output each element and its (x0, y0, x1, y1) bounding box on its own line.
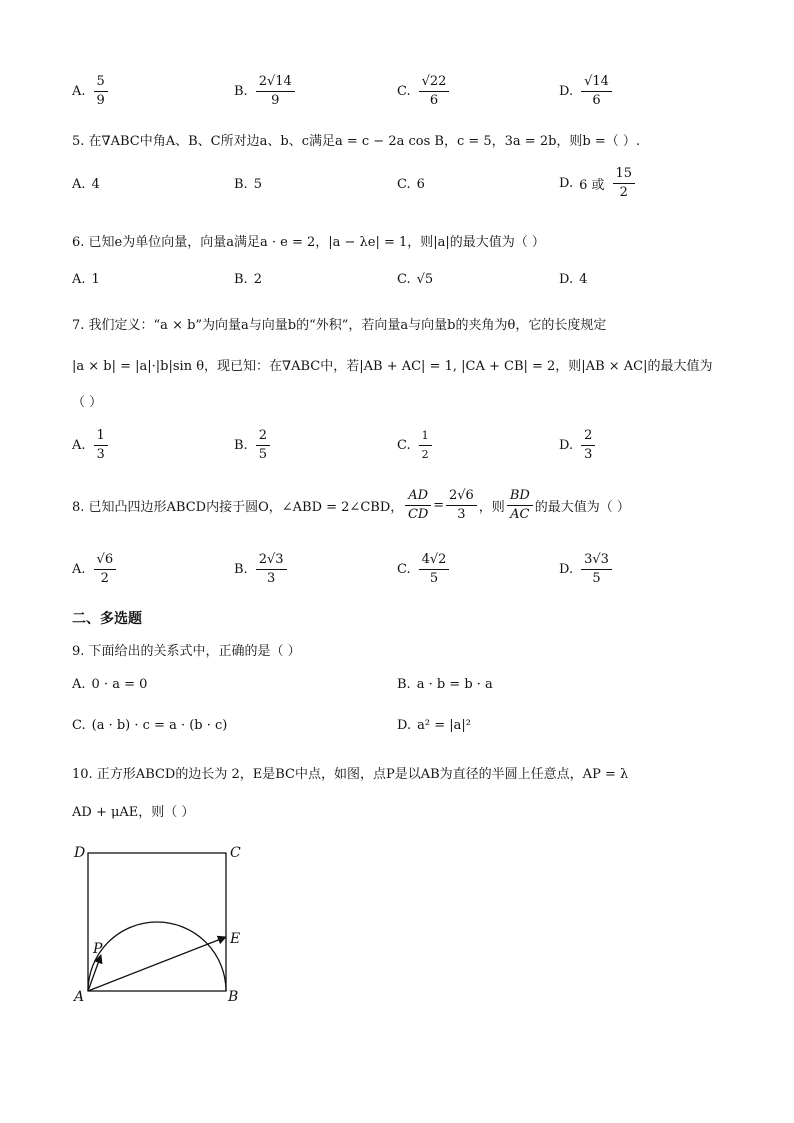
q6-option-b[interactable]: B. 2 (234, 272, 262, 287)
q7-line3: （ ） (72, 395, 103, 410)
q7-option-a[interactable]: A. $\frac{1}{3}$ (72, 428, 110, 463)
q6-option-a[interactable]: A. 1 (72, 272, 100, 287)
q5-option-a[interactable]: A. 4 (72, 177, 100, 192)
q7-option-d[interactable]: D. $\frac{2}{3}$ (559, 428, 597, 463)
label-p: P (93, 941, 103, 957)
q10-line1: 10. 正方形ABCD的边长为 2，E是BC中点，如图，点P是以AB为直径的半圆上任意点，AP = λ (72, 767, 629, 782)
q4-option-c[interactable]: C. $\frac{√22}{6}$ (397, 74, 451, 109)
q5-option-d[interactable]: D. 6 或 $\frac{15}{2}$ (559, 166, 637, 201)
fraction: $\frac{4√2}{5}$ (419, 552, 450, 587)
fraction: $\frac{1}{2}$ (419, 428, 432, 463)
fraction: $\frac{15}{2}$ (613, 166, 636, 201)
label-c: C (230, 845, 241, 861)
q4-option-a[interactable]: A. $\frac{5}{9}$ (72, 74, 110, 109)
label-b: B (228, 989, 239, 1005)
q6-stem: 6. 已知e为单位向量，向量a满足a · e = 2，|a − λe| = 1，则|a|的最大值为（ ） (72, 235, 545, 250)
q4-option-b[interactable]: B. $\frac{2√14}{9}$ (234, 74, 297, 109)
label-d: D (74, 845, 86, 861)
q7-line1: 7. 我们定义：“a × b”为向量a与向量b的“外积”，若向量a与向量b的夹角为θ，它的长度规定 (72, 318, 607, 333)
q9-option-d[interactable]: D. a² = |a|² (397, 718, 471, 733)
q7-option-c[interactable]: C. $\frac{1}{2}$ (397, 428, 434, 463)
fraction: $\frac{1}{3}$ (94, 428, 108, 463)
q5-stem: 5. 在∇ABC中角A、B、C所对边a、b、c满足a = c − 2a cos B，c = 5，3a = 2b，则b =（ ）. (72, 134, 641, 149)
q5-option-b[interactable]: B. 5 (234, 177, 262, 192)
vector-ae (88, 937, 226, 991)
q8-stem: 8. 已知凸四边形ABCD内接于圆O，∠ABD = 2∠CBD， $\frac{AD}{CD}$ = $\frac{2√6}{3}$ ，则 $\frac{BD}{AC}$ 的最大值为（ ） (72, 488, 630, 522)
q10-figure (60, 835, 280, 1015)
fraction: $\frac{2}{5}$ (256, 428, 270, 463)
fraction-ad-cd: $\frac{AD}{CD}$ (405, 488, 431, 523)
label-e: E (230, 931, 241, 947)
fraction: $\frac{√14}{6}$ (581, 74, 612, 109)
fraction-2root6-3: $\frac{2√6}{3}$ (446, 488, 477, 523)
fraction: $\frac{2}{3}$ (581, 428, 595, 463)
q5-option-c[interactable]: C. 6 (397, 177, 425, 192)
q6-option-d[interactable]: D. 4 (559, 272, 588, 287)
fraction: $\frac{2√3}{3}$ (256, 552, 287, 587)
q9-option-b[interactable]: B. a · b = b · a (397, 677, 493, 692)
q7-option-b[interactable]: B. $\frac{2}{5}$ (234, 428, 272, 463)
q9-option-a[interactable]: A. 0 · a = 0 (72, 677, 148, 692)
q10-line2: AD + μAE，则（ ） (72, 805, 195, 820)
q8-option-a[interactable]: A. $\frac{√6}{2}$ (72, 552, 118, 587)
fraction: $\frac{5}{9}$ (94, 74, 108, 109)
fraction: $\frac{2√14}{9}$ (256, 74, 295, 109)
q8-option-d[interactable]: D. $\frac{3√3}{5}$ (559, 552, 614, 587)
q8-option-b[interactable]: B. $\frac{2√3}{3}$ (234, 552, 289, 587)
label-a: A (74, 989, 85, 1005)
fraction: $\frac{√6}{2}$ (94, 552, 117, 587)
q4-option-d[interactable]: D. $\frac{√14}{6}$ (559, 74, 614, 109)
semicircle (88, 922, 226, 991)
q6-option-c[interactable]: C. √5 (397, 272, 434, 287)
section-title: 二、多选题 (72, 611, 142, 627)
q9-stem: 9. 下面给出的关系式中，正确的是（ ） (72, 644, 301, 659)
fraction: $\frac{3√3}{5}$ (581, 552, 612, 587)
fraction: $\frac{√22}{6}$ (419, 74, 450, 109)
q9-option-c[interactable]: C. (a · b) · c = a · (b · c) (72, 718, 228, 733)
fraction-bd-ac: $\frac{BD}{AC}$ (507, 488, 533, 523)
q8-option-c[interactable]: C. $\frac{4√2}{5}$ (397, 552, 451, 587)
q7-line2: |a × b| = |a|·|b|sin θ，现已知：在∇ABC中，若|AB + AC| = 1, |CA + CB| = 2，则|AB × AC|的最大值为 (72, 359, 713, 374)
